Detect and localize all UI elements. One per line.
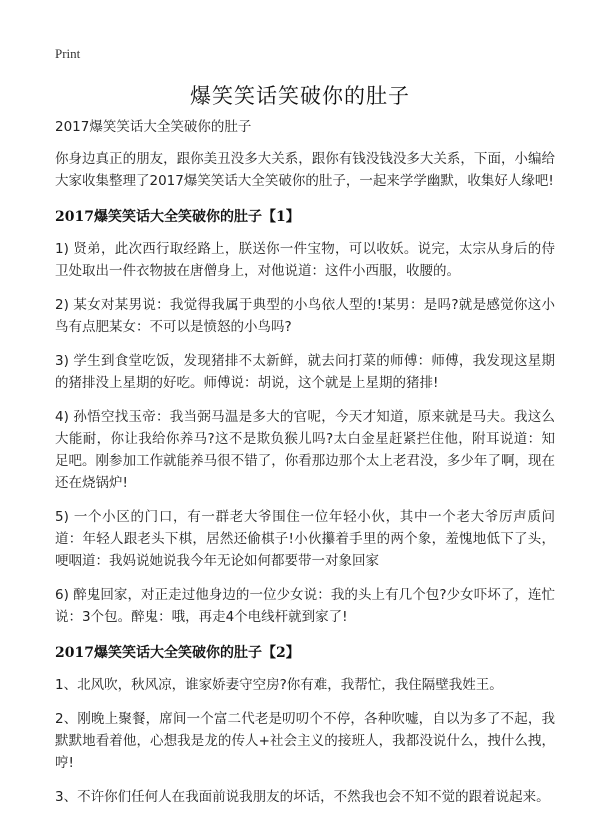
section-heading-1: 2017爆笑笑话大全笑破你的肚子【1】 bbox=[55, 209, 300, 225]
joke-paragraph: 2、刚晚上聚餐，席间一个富二代老是叨叨个不停，各种吹嘘，自以为多了不起，我默默地看着他，心想我是龙的传人+社会主义的接班人，我都没说什么，拽什么拽，哼! bbox=[55, 711, 555, 771]
joke-paragraph: 1) 贤弟，此次西行取经路上，朕送你一件宝物，可以收妖。说完，太宗从身后的侍卫处取出一件衣物披在唐僧身上，对他说道：这件小西服，收腰的。 bbox=[55, 241, 555, 279]
intro-paragraph: 你身边真正的朋友，跟你美丑没多大关系，跟你有钱没钱没多大关系，下面，小编给大家收集整理了2017爆笑笑话大全笑破你的肚子，一起来学学幽默，收集好人缘吧! bbox=[55, 151, 555, 189]
joke-paragraph: 5) 一个小区的门口，有一群老大爷围住一位年轻小伙，其中一个老大爷厉声质问道：年轻人跟老头下棋，居然还偷棋子!小伙攥着手里的两个象，羞愧地低下了头，哽咽道：我妈说她说我今年无论如何都要带一对象回家 bbox=[55, 509, 555, 569]
section-heading-2: 2017爆笑笑话大全笑破你的肚子【2】 bbox=[55, 645, 300, 661]
article-subtitle: 2017爆笑笑话大全笑破你的肚子 bbox=[55, 119, 252, 135]
joke-paragraph: 3) 学生到食堂吃饭，发现猪排不太新鲜，就去问打菜的师傅：师傅，我发现这星期的猪排没上星期的好吃。师傅说：胡说，这个就是上星期的猪排! bbox=[55, 353, 555, 391]
joke-paragraph: 3、不许你们任何人在我面前说我朋友的坏话，不然我也会不知不觉的跟着说起来。 bbox=[55, 789, 550, 805]
joke-paragraph: 2) 某女对某男说：我觉得我属于典型的小鸟依人型的!某男：是吗?就是感觉你这小鸟有点肥某女：不可以是愤怒的小鸟吗? bbox=[55, 297, 555, 335]
print-label: Print bbox=[55, 46, 81, 61]
joke-paragraph: 1、北风吹，秋风凉，谁家娇妻守空房?你有难，我帮忙，我住隔壁我姓王。 bbox=[55, 677, 503, 693]
joke-paragraph: 4) 孙悟空找玉帝：我当弼马温是多大的官呢，今天才知道，原来就是马夫。我这么大能耐，你让我给你养马?这不是欺负猴儿吗?太白金星赶紧拦住他，附耳说道：知足吧。刚参加工作就能养马很不错了，你看那边那个太上老君没，多少年了啊，现在还在烧锅炉! bbox=[55, 409, 555, 491]
joke-paragraph: 6) 醉鬼回家，对正走过他身边的一位少女说：我的头上有几个包?少女吓坏了，连忙说：3个包。醉鬼：哦，再走4个电线杆就到家了! bbox=[55, 587, 555, 625]
page-title: 爆笑笑话笑破你的肚子 bbox=[190, 84, 410, 108]
article-body bbox=[55, 116, 555, 820]
